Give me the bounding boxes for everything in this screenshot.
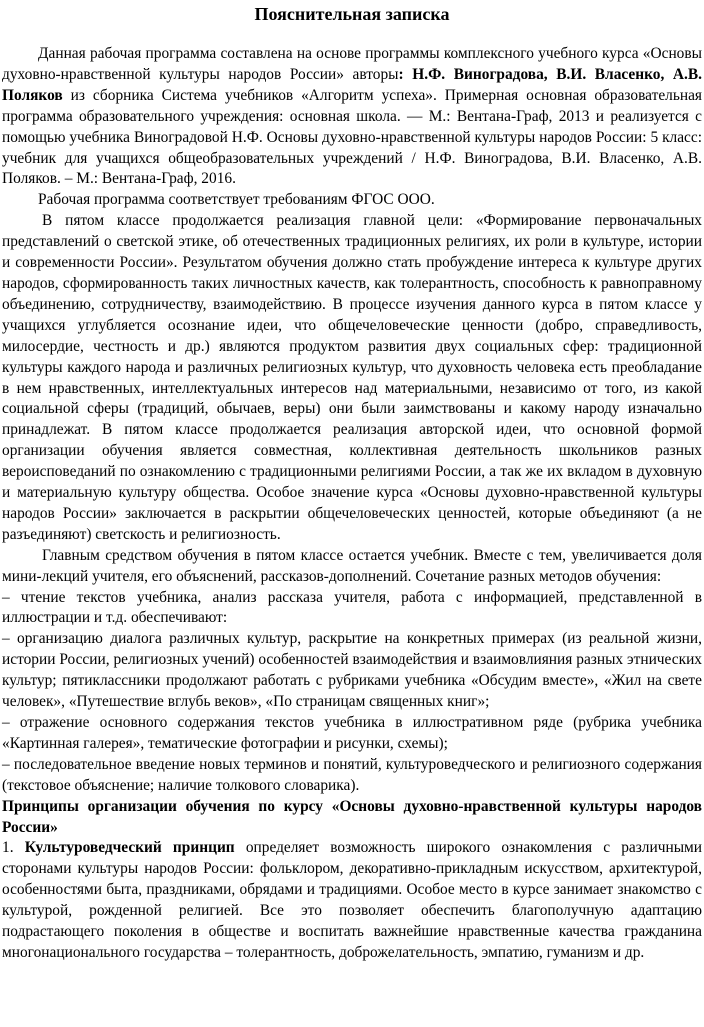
paragraph-intro [2,44,702,190]
paragraph-principle-1 [2,838,702,963]
paragraph-means: Главным средством обучения в пятом классе остается учебник. Вместе с тем, увеличивается доля мини-лекций учителя, его объяснений, рассказов-дополнений. Сочетание разных методов обучения: [2,546,702,585]
section-heading: Принципы организации обучения по курсу «Основы духовно-нравственной культуры народов России» [2,797,702,836]
principle-text: определяет возможность широкого ознакомления с различными сторонами культуры народов России: фольклором, декоративно-прикладным искусством, архитектурой, особенностями быта, праздниками, обрядами и традициями. Особое место в курсе занимает знакомство с культурой, рожденной религией. Все это позволяет обеспечить благополучную адаптацию подрастающего поколения в обществе и воспитать важнейшие нравственные качества гражданина многонационального государства – толерантность, доброжелательность, эмпатию, гуманизм и др. [2,839,703,961]
intro-text-b: из сборника Система учебников «Алгоритм успеха». Примерная основная образовательная программа образовательного учреждения: основная школа. — М.: Вентана-Граф, 2013 и реализуется с помощью учебника Виноградовой Н.Ф. Основы духовно-нравственной культуры народов России: 5 класс: учебник для учащихся общеобразовательных учреждений / Н.Ф. Виноградова, В.И. Власенко, А.В. Поляков. – М.: Вентана-Граф, 2016. [2,86,702,188]
paragraph-fgos: Рабочая программа соответствует требованиям ФГОС ООО. [38,191,435,209]
intro-authors: : Н.Ф. Виноградова, В.И. Власенко, А.В. Поляков [2,65,702,104]
list-item-dialogue: – организацию диалога различных культур, раскрытие на конкретных примерах (из реальной жизни, истории России, религиозных учений) особенностей взаимодействия и взаимовлияния разных этнических культур; пятиклассники продолжают работать с рубриками учебника «Обсудим вместе», «Жил на свете человек», «Путешествие вглубь веков», «По страницам священных книг»; [2,630,702,711]
page-title: Пояснительная записка [254,4,450,24]
document-body [2,44,702,964]
intro-text-a: Данная рабочая программа составлена на основе программы комплексного учебного курса «Основы духовно-нравственной культуры народов России» авторы [2,45,702,83]
paragraph-goal: В пятом классе продолжается реализация главной цели: «Формирование первоначальных представлений о светской этике, об отечественных традиционных религиях, их роли в культуре, истории и современности России». Результатом обучения должно стать пробуждение интереса к культуре других народов, сформированность таких личностных качеств, как толерантность, способность к равноправному объединению, сотрудничеству, взаимодействию. В процессе изучения данного курса в пятом классе у учащихся углубляется осознание идеи, что общечеловеческие ценности (добро, справедливость, милосердие, честность и др.) являются продуктом развития двух социальных сфер: традиционной культуры каждого народа и различных религиозных культур, что духовность человека есть преобладание в нем нравственных, интеллектуальных интересов над материальными, независимо от того, из какой социальной сферы (традиций, обычаев, веры) они были заимствованы и какому народу изначально принадлежат. В пятом классе продолжается реализация авторской идеи, что основной формой организации обучения является совместная, коллективная деятельность школьников разных вероисповеданий по ознакомлению с традиционными религиями России, а так же их вкладом в духовную и материальную культуру общества. Особое значение курса «Основы духовно-нравственной культуры народов России» заключается в раскрытии общечеловеческих ценностей, которые объединяют (а не разъединяют) светскость и религиозность. [2,212,702,543]
principle-number: 1. [2,839,25,857]
list-item-reading: – чтение текстов учебника, анализ рассказа учителя, работа с информацией, представленной в иллюстрации и т.д. обеспечивают: [2,588,702,627]
list-item-terms: – последовательное введение новых терминов и понятий, культуроведческого и религиозного содержания (текстовое объяснение; наличие толкового словарика). [2,755,702,794]
list-item-illustration: – отражение основного содержания текстов учебника в иллюстративном ряде (рубрика учебника «Картинная галерея», тематические фотографии и рисунки, схемы); [2,714,702,752]
principle-term: Культуроведческий принцип [24,839,235,857]
